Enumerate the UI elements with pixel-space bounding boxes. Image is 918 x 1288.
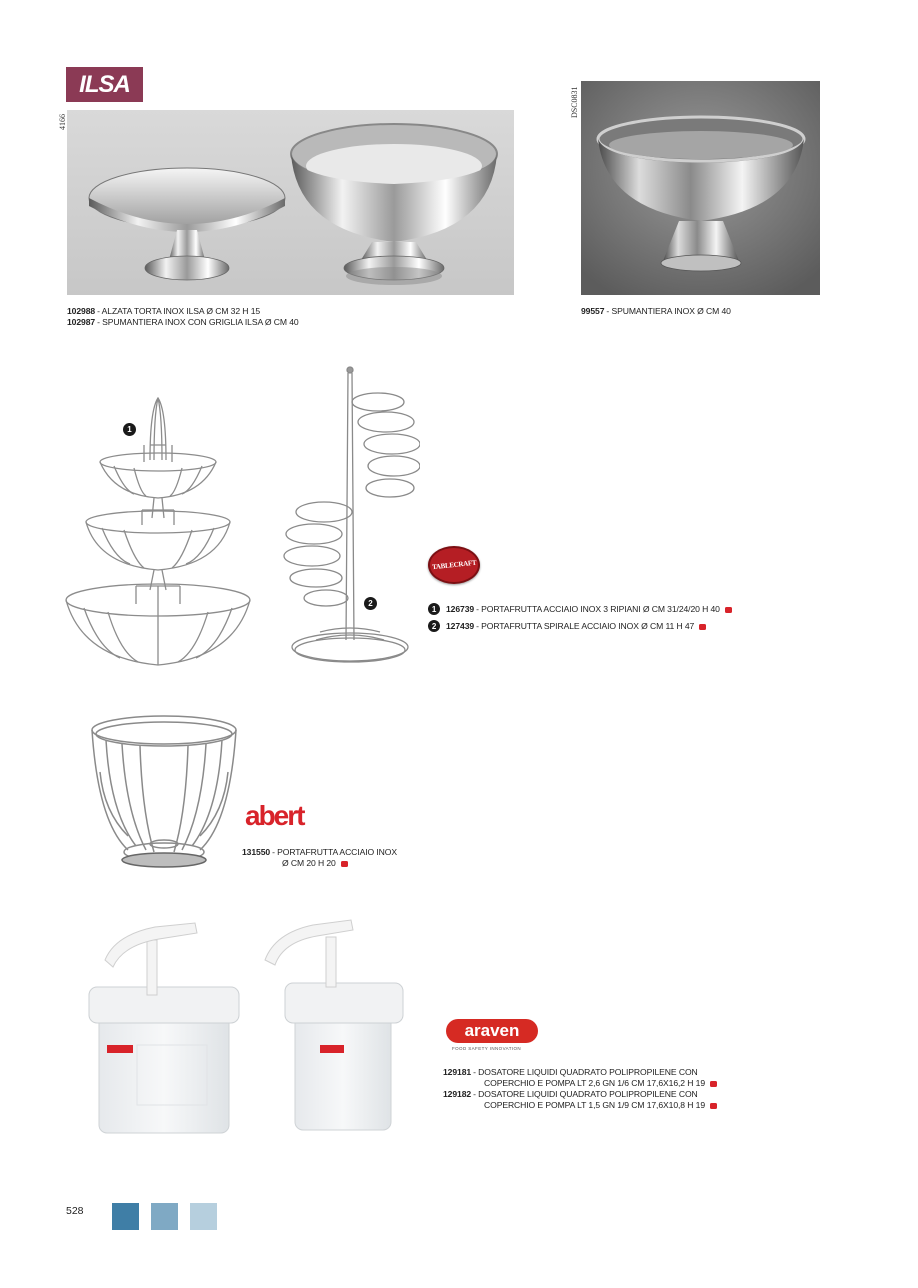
- caption-row: [67, 317, 299, 328]
- caption-row: [443, 1089, 717, 1100]
- tablecraft-logo-text: TABLECRAFT: [431, 558, 477, 572]
- product-description: - DOSATORE LIQUIDI QUADRATO POLIPROPILENE CON: [473, 1067, 698, 1077]
- availability-dot: [699, 624, 706, 630]
- photo-three-tier-fruit-basket: [64, 390, 256, 680]
- product-code: 131550: [242, 847, 271, 857]
- caption-row: [242, 847, 397, 858]
- caption-row: [443, 1100, 717, 1111]
- caption-row: [581, 306, 731, 317]
- availability-dot: [710, 1081, 717, 1087]
- product-description-continued: COPERCHIO E POMPA LT 2,6 GN 1/6 CM 17,6X16,2 H 19: [484, 1078, 706, 1088]
- ilsa-logo: [66, 67, 143, 102]
- caption-102988-102987: [67, 306, 299, 328]
- caption-row: [242, 858, 397, 869]
- photo-cake-stand-and-champagne-bowl: [67, 110, 514, 295]
- photo-champagne-bowl-99557: [581, 81, 820, 295]
- photo-wire-fruit-basket: [88, 712, 240, 872]
- product-code: 129181: [443, 1067, 472, 1077]
- product-description: - SPUMANTIERA INOX Ø CM 40: [606, 306, 731, 316]
- caption-row: [428, 601, 732, 618]
- product-description-continued: COPERCHIO E POMPA LT 1,5 GN 1/9 CM 17,6X10,8 H 19: [484, 1100, 706, 1110]
- tablecraft-logo: [428, 546, 480, 584]
- product-description: - PORTAFRUTTA ACCIAIO INOX: [272, 847, 397, 857]
- availability-dot: [341, 861, 348, 867]
- caption-131550: [242, 847, 397, 869]
- photo-spiral-fruit-holder: [280, 362, 420, 674]
- caption-99557: [581, 306, 731, 317]
- availability-dot: [725, 607, 732, 613]
- araven-tagline: FOOD SAFETY INNOVATION: [452, 1046, 522, 1051]
- product-code: 99557: [581, 306, 605, 316]
- side-code-left: 4166: [58, 114, 67, 130]
- product-code: 129182: [443, 1089, 472, 1099]
- photo-liquid-dispensers: [85, 915, 415, 1140]
- product-description: - PORTAFRUTTA ACCIAIO INOX 3 RIPIANI Ø CM 31/24/20 H 40: [476, 604, 720, 614]
- color-swatch-medium: [151, 1203, 178, 1230]
- product-code: 102988: [67, 306, 96, 316]
- abert-logo: [245, 800, 303, 832]
- image-badge-1: 1: [123, 423, 136, 436]
- product-description-continued: Ø CM 20 H 20: [282, 858, 336, 868]
- color-swatch-dark: [112, 1203, 139, 1230]
- caption-row: [428, 618, 732, 635]
- araven-logo-text: araven: [464, 1021, 520, 1040]
- availability-dot: [710, 1103, 717, 1109]
- abert-logo-text: abert: [245, 800, 304, 831]
- caption-badge-1: 1: [428, 603, 440, 615]
- product-description: - ALZATA TORTA INOX ILSA Ø CM 32 H 15: [97, 306, 261, 316]
- product-description: - PORTAFRUTTA SPIRALE ACCIAIO INOX Ø CM 11 H 47: [476, 621, 695, 631]
- caption-badge-2: 2: [428, 620, 440, 632]
- side-code-right: DSC0831: [570, 86, 579, 118]
- araven-logo: [446, 1019, 538, 1043]
- product-description: - DOSATORE LIQUIDI QUADRATO POLIPROPILENE CON: [473, 1089, 698, 1099]
- caption-129181-129182: [443, 1067, 717, 1111]
- image-badge-2: 2: [364, 597, 377, 610]
- product-code: 126739: [446, 604, 475, 614]
- caption-row: [443, 1067, 717, 1078]
- product-code: 127439: [446, 621, 475, 631]
- product-description: - SPUMANTIERA INOX CON GRIGLIA ILSA Ø CM 40: [97, 317, 299, 327]
- caption-row: [67, 306, 299, 317]
- caption-126739-127439: [428, 601, 732, 635]
- ilsa-logo-text: ILSA: [79, 70, 130, 98]
- product-code: 102987: [67, 317, 96, 327]
- caption-row: [443, 1078, 717, 1089]
- page-number: 528: [66, 1205, 84, 1217]
- color-swatch-light: [190, 1203, 217, 1230]
